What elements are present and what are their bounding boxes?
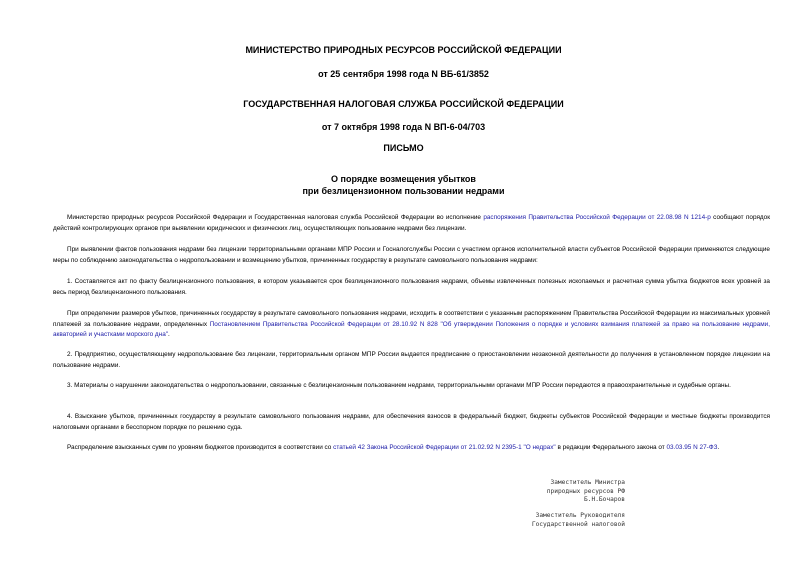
subject-line-1: О порядке возмещения убытков xyxy=(331,174,476,184)
link-resolution-828[interactable]: Постановлением Правительства Российской Федерации от 28.10.92 N 828 "Об утверждении Положения о порядке и условиях взимания платежей за право на пользование недрами, акваторией и участками морского дна" xyxy=(53,320,770,338)
tax-service-title: ГОСУДАРСТВЕННАЯ НАЛОГОВАЯ СЛУЖБА РОССИЙСКОЙ ФЕДЕРАЦИИ xyxy=(243,99,564,109)
tax-service-date: от 7 октября 1998 года N ВП-6-04/703 xyxy=(321,122,486,132)
ministry-title: МИНИСТЕРСТВО ПРИРОДНЫХ РЕСУРСОВ РОССИЙСКОЙ ФЕДЕРАЦИИ xyxy=(245,45,562,55)
signature-name: Б.Н.Бочаров xyxy=(584,496,625,503)
paragraph-distribution xyxy=(53,443,770,454)
paragraph-text: Распределение взысканных сумм по уровням бюджетов производится в соответствии со xyxy=(67,444,334,451)
paragraph-text: . xyxy=(717,444,720,451)
paragraph-item-4: 4. Взыскание убытков, причиненных государству в результате самовольного пользования недрами, для обеспечения взносов в федеральный бюджет, бюджеты субъектов Российской Федерации и местные бюджеты производится налоговыми органами в бесспорном порядке по решению суда. xyxy=(53,413,770,431)
signature-line: Государственной налоговой xyxy=(531,520,625,528)
paragraph-text: . xyxy=(168,331,170,338)
ministry-date: от 25 сентября 1998 года N ВБ-61/3852 xyxy=(318,69,489,79)
subject-line-2: при безлицензионном пользовании недрами xyxy=(302,186,505,196)
paragraph-text: Министерство природных ресурсов Российской Федерации и Государственная налоговая служба Российской Федерации во исполнение xyxy=(67,214,484,221)
signature-tax-service xyxy=(495,512,625,529)
signature-line: природных ресурсов РФ xyxy=(546,487,625,495)
paragraph-intro xyxy=(53,213,770,234)
link-law-article-42[interactable]: статьей 42 Закона Российской Федерации от 21.02.92 N 2395-1 "О недрах" xyxy=(333,444,556,451)
link-order-1214[interactable]: распоряжения Правительства Российской Федерации от 22.08.98 N 1214-р xyxy=(483,214,711,221)
paragraph-item-2: 2. Предприятию, осуществляющему недропользование без лицензии, территориальным органом МПР России выдается предписание о приостановлении незаконной деятельности до получения в установленном порядке лицензии на пользование недрами. xyxy=(53,351,770,369)
signature-line: Заместитель Руководителя xyxy=(535,512,625,519)
paragraph-text: сообщают порядок действий контролирующих органов при выявлении юридических и физических лиц, осуществляющих пользование недрами без лицензии. xyxy=(53,214,770,232)
paragraph-text: При определении размеров убытков, причиненных государству в результате самовольного пользования недрами, исходить в соответствии с указанным распоряжением Правительства Российской Федерации из максимальных уровней платежей за пользование недрами, определенных xyxy=(53,310,770,328)
signature-line: Заместитель Министра xyxy=(550,479,625,486)
document-type: ПИСЬМО xyxy=(383,143,424,153)
signature-ministry xyxy=(495,479,625,505)
link-law-27fz[interactable]: 03.03.95 N 27-ФЗ xyxy=(666,444,718,451)
paragraph-item-1: 1. Составляется акт по факту безлицензионного пользования, в котором указывается срок безлицензионного пользования недрами, объемы извлеченных полезных ископаемых и расчетная сумма убытка бюджетов всех уровней за весь период безлицензионного пользования. xyxy=(53,278,770,296)
paragraph-damages xyxy=(53,309,770,341)
paragraph-item-3: 3. Материалы о нарушении законодательства о недропользовании, связанные с безлицензионным пользованием недрами, территориальными органами МПР России передаются в правоохранительные и судебные органы. xyxy=(67,382,731,389)
paragraph-measures: При выявлении фактов пользования недрами без лицензии территориальными органами МПР России и Госналогслужбы России с участием органов исполнительной власти субъектов Российской Федерации применяются следующие меры по соблюдению законодательства о недропользовании и возмещению убытков, причиненных государству в результате самовольного пользования недрами: xyxy=(53,246,770,264)
document-subject xyxy=(0,173,807,197)
paragraph-text: в редакции Федерального закона от xyxy=(555,444,667,451)
